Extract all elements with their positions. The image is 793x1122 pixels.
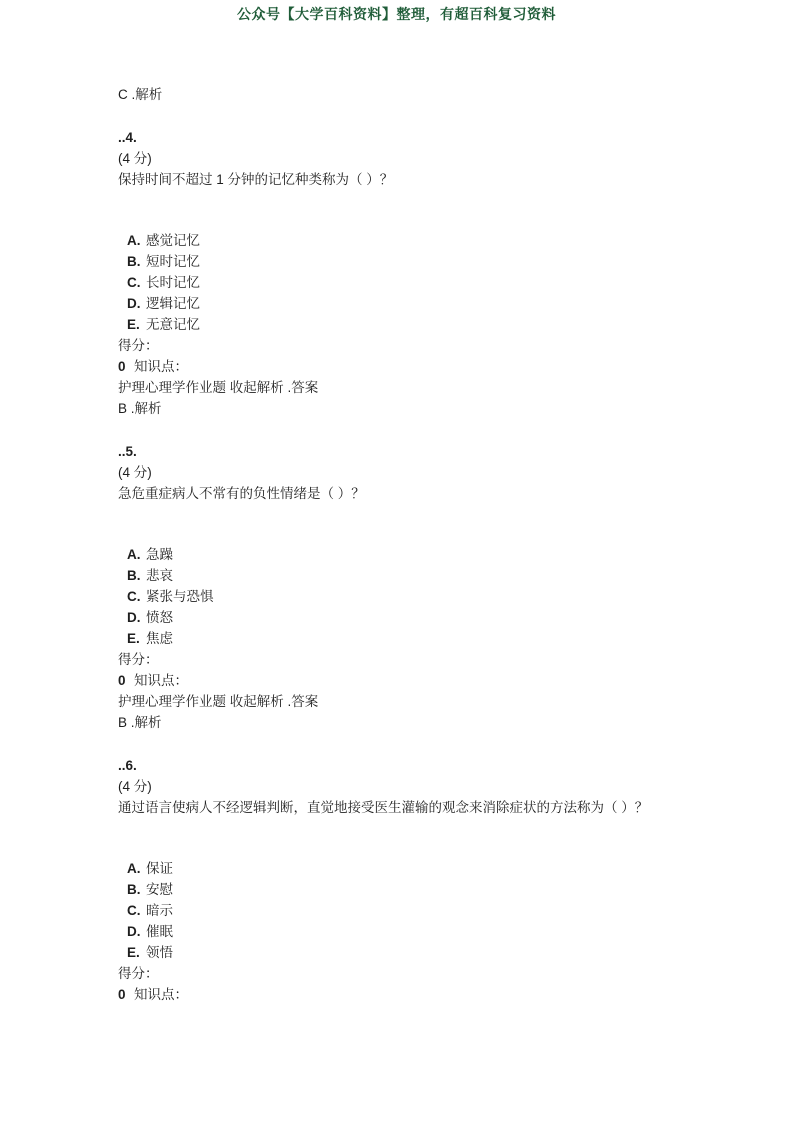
question-4 xyxy=(118,127,753,419)
option-letter: A. xyxy=(127,233,141,248)
option-d xyxy=(127,293,753,314)
option-letter: C. xyxy=(127,903,141,918)
knowledge-line xyxy=(118,984,753,1005)
knowledge-line xyxy=(118,356,753,377)
question-5 xyxy=(118,441,753,733)
score-value: 0 xyxy=(118,673,126,688)
answer-line: B .解析 xyxy=(118,401,162,416)
option-text: 急躁 xyxy=(146,547,173,562)
question-points: (4 分) xyxy=(118,779,152,794)
option-letter: D. xyxy=(127,924,141,939)
options-list xyxy=(118,230,753,335)
option-letter: E. xyxy=(127,317,140,332)
option-a xyxy=(127,544,753,565)
option-text: 紧张与恐惧 xyxy=(146,589,214,604)
score-label: 得分： xyxy=(118,652,159,667)
knowledge-label: 知识点： xyxy=(134,987,188,1002)
question-number: ..4. xyxy=(118,130,137,145)
question-text: 通过语言使病人不经逻辑判断，直觉地接受医生灌输的观念来消除症状的方法称为（ ）？ xyxy=(118,800,649,815)
option-a xyxy=(127,858,753,879)
options-list xyxy=(118,858,753,963)
option-b xyxy=(127,251,753,272)
option-letter: B. xyxy=(127,882,141,897)
page-header: 公众号【大学百科资料】整理，有超百科复习资料 xyxy=(237,6,556,22)
prev-answer-line: C .解析 xyxy=(118,87,163,102)
question-number: ..5. xyxy=(118,444,137,459)
option-letter: C. xyxy=(127,275,141,290)
question-points: (4 分) xyxy=(118,151,152,166)
option-text: 长时记忆 xyxy=(146,275,200,290)
score-value: 0 xyxy=(118,359,126,374)
document-content xyxy=(118,84,753,1005)
options-list xyxy=(118,544,753,649)
option-e xyxy=(127,942,753,963)
option-letter: B. xyxy=(127,254,141,269)
option-b xyxy=(127,879,753,900)
category-line: 护理心理学作业题 收起解析 .答案 xyxy=(118,380,319,395)
knowledge-line xyxy=(118,670,753,691)
option-a xyxy=(127,230,753,251)
option-d xyxy=(127,607,753,628)
option-e xyxy=(127,628,753,649)
option-c xyxy=(127,900,753,921)
option-letter: B. xyxy=(127,568,141,583)
question-text: 急危重症病人不常有的负性情绪是（ ）？ xyxy=(118,486,365,501)
option-letter: C. xyxy=(127,589,141,604)
option-letter: D. xyxy=(127,610,141,625)
option-text: 感觉记忆 xyxy=(146,233,200,248)
score-label: 得分： xyxy=(118,966,159,981)
knowledge-label: 知识点： xyxy=(134,673,188,688)
option-text: 逻辑记忆 xyxy=(146,296,200,311)
option-text: 安慰 xyxy=(146,882,173,897)
option-text: 愤怒 xyxy=(146,610,173,625)
question-number: ..6. xyxy=(118,758,137,773)
option-text: 短时记忆 xyxy=(146,254,200,269)
option-letter: E. xyxy=(127,945,140,960)
answer-line: B .解析 xyxy=(118,715,162,730)
option-text: 保证 xyxy=(146,861,173,876)
option-c xyxy=(127,272,753,293)
option-text: 领悟 xyxy=(146,945,173,960)
option-text: 暗示 xyxy=(146,903,173,918)
score-value: 0 xyxy=(118,987,126,1002)
option-b xyxy=(127,565,753,586)
question-text: 保持时间不超过 1 分钟的记忆种类称为（ ）？ xyxy=(118,172,394,187)
option-text: 催眠 xyxy=(146,924,173,939)
option-e xyxy=(127,314,753,335)
option-text: 悲哀 xyxy=(146,568,173,583)
score-label: 得分： xyxy=(118,338,159,353)
option-text: 无意记忆 xyxy=(146,317,200,332)
question-points: (4 分) xyxy=(118,465,152,480)
option-letter: A. xyxy=(127,547,141,562)
category-line: 护理心理学作业题 收起解析 .答案 xyxy=(118,694,319,709)
question-6 xyxy=(118,755,753,1005)
option-letter: D. xyxy=(127,296,141,311)
option-letter: E. xyxy=(127,631,140,646)
option-text: 焦虑 xyxy=(146,631,173,646)
option-d xyxy=(127,921,753,942)
knowledge-label: 知识点： xyxy=(134,359,188,374)
option-c xyxy=(127,586,753,607)
option-letter: A. xyxy=(127,861,141,876)
